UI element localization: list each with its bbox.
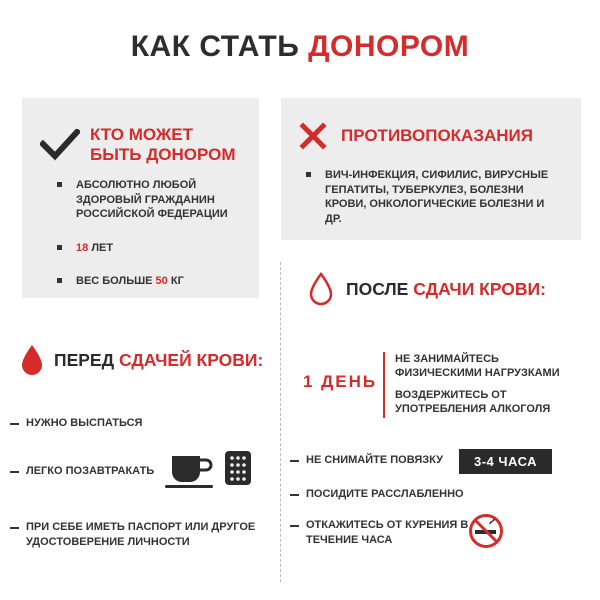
contraindications-card — [281, 98, 581, 240]
list-item — [56, 241, 246, 256]
contra-heading — [299, 122, 533, 150]
who-can-donate-card — [22, 98, 259, 298]
before-item: НУЖНО ВЫСПАТЬСЯ — [10, 416, 260, 431]
after-heading-main: ПОСЛЕ — [346, 278, 409, 299]
after-item: ОТКАЖИТЕСЬ ОТ КУРЕНИЯ В ТЕЧЕНИЕ ЧАСА — [290, 518, 470, 547]
cross-icon — [299, 122, 327, 150]
day-label: 1 ДЕНЬ — [303, 372, 378, 391]
blood-drop-outline-icon — [308, 272, 334, 306]
title-accent: ДОНОРОМ — [308, 30, 470, 63]
day-item: ВОЗДЕРЖИТЕСЬ ОТ УПОТРЕБЛЕНИЯ АЛКОГОЛЯ — [395, 389, 551, 415]
no-smoking-icon — [468, 513, 504, 549]
who-heading-line2: БЫТЬ ДОНОРОМ — [90, 145, 236, 164]
after-item: НЕ СНИМАЙТЕ ПОВЯЗКУ — [290, 453, 460, 468]
day-item: НЕ ЗАНИМАЙТЕСЬ ФИЗИЧЕСКИМИ НАГРУЗКАМИ — [395, 353, 560, 379]
title-main: КАК СТАТЬ — [130, 30, 300, 63]
list-item: АБСОЛЮТНО ЛЮБОЙ ЗДОРОВЫЙ ГРАЖДАНИН РОССИЙСКОЙ ФЕДЕРАЦИИ — [56, 178, 246, 222]
day-bar — [383, 352, 385, 418]
duration-badge: 3-4 ЧАСА — [459, 449, 552, 474]
who-heading — [40, 125, 236, 165]
blood-drop-icon — [20, 344, 44, 376]
column-divider — [280, 262, 281, 582]
who-heading-line1: КТО МОЖЕТ — [90, 125, 193, 144]
before-item: ЛЕГКО ПОЗАВТРАКАТЬ — [10, 464, 170, 479]
age-unit: ЛЕТ — [91, 241, 114, 254]
cracker-icon — [224, 450, 252, 486]
before-heading-accent: СДАЧЕЙ КРОВИ: — [118, 349, 264, 370]
after-heading — [308, 272, 546, 306]
before-heading — [20, 344, 263, 376]
contra-list — [305, 168, 563, 226]
contra-heading-text: ПРОТИВОПОКАЗАНИЯ — [341, 126, 533, 145]
age-value: 18 — [76, 241, 89, 254]
coffee-cup-icon — [164, 450, 218, 490]
page-title — [0, 30, 600, 64]
weight-value: 50 — [155, 275, 168, 287]
before-heading-main: ПЕРЕД — [54, 349, 115, 370]
who-list — [56, 178, 246, 289]
list-item: ВИЧ-ИНФЕКЦИЯ, СИФИЛИС, ВИРУСНЫЕ ГЕПАТИТЫ, ТУБЕРКУЛЕЗ, БОЛЕЗНИ КРОВИ, ОНКОЛОГИЧЕСКИЕ БОЛЕЗНИ И ДР. — [305, 168, 563, 226]
list-item: ВЕС БОЛЬШЕ 50 КГ — [56, 274, 246, 289]
after-item: ПОСИДИТЕ РАССЛАБЛЕННО — [290, 487, 490, 502]
before-item: ПРИ СЕБЕ ИМЕТЬ ПАСПОРТ ИЛИ ДРУГОЕ УДОСТОВЕРЕНИЕ ЛИЧНОСТИ — [10, 520, 272, 549]
checkmark-icon — [40, 129, 80, 161]
after-heading-accent: СДАЧИ КРОВИ: — [413, 278, 546, 299]
weight-unit: КГ — [170, 275, 184, 287]
